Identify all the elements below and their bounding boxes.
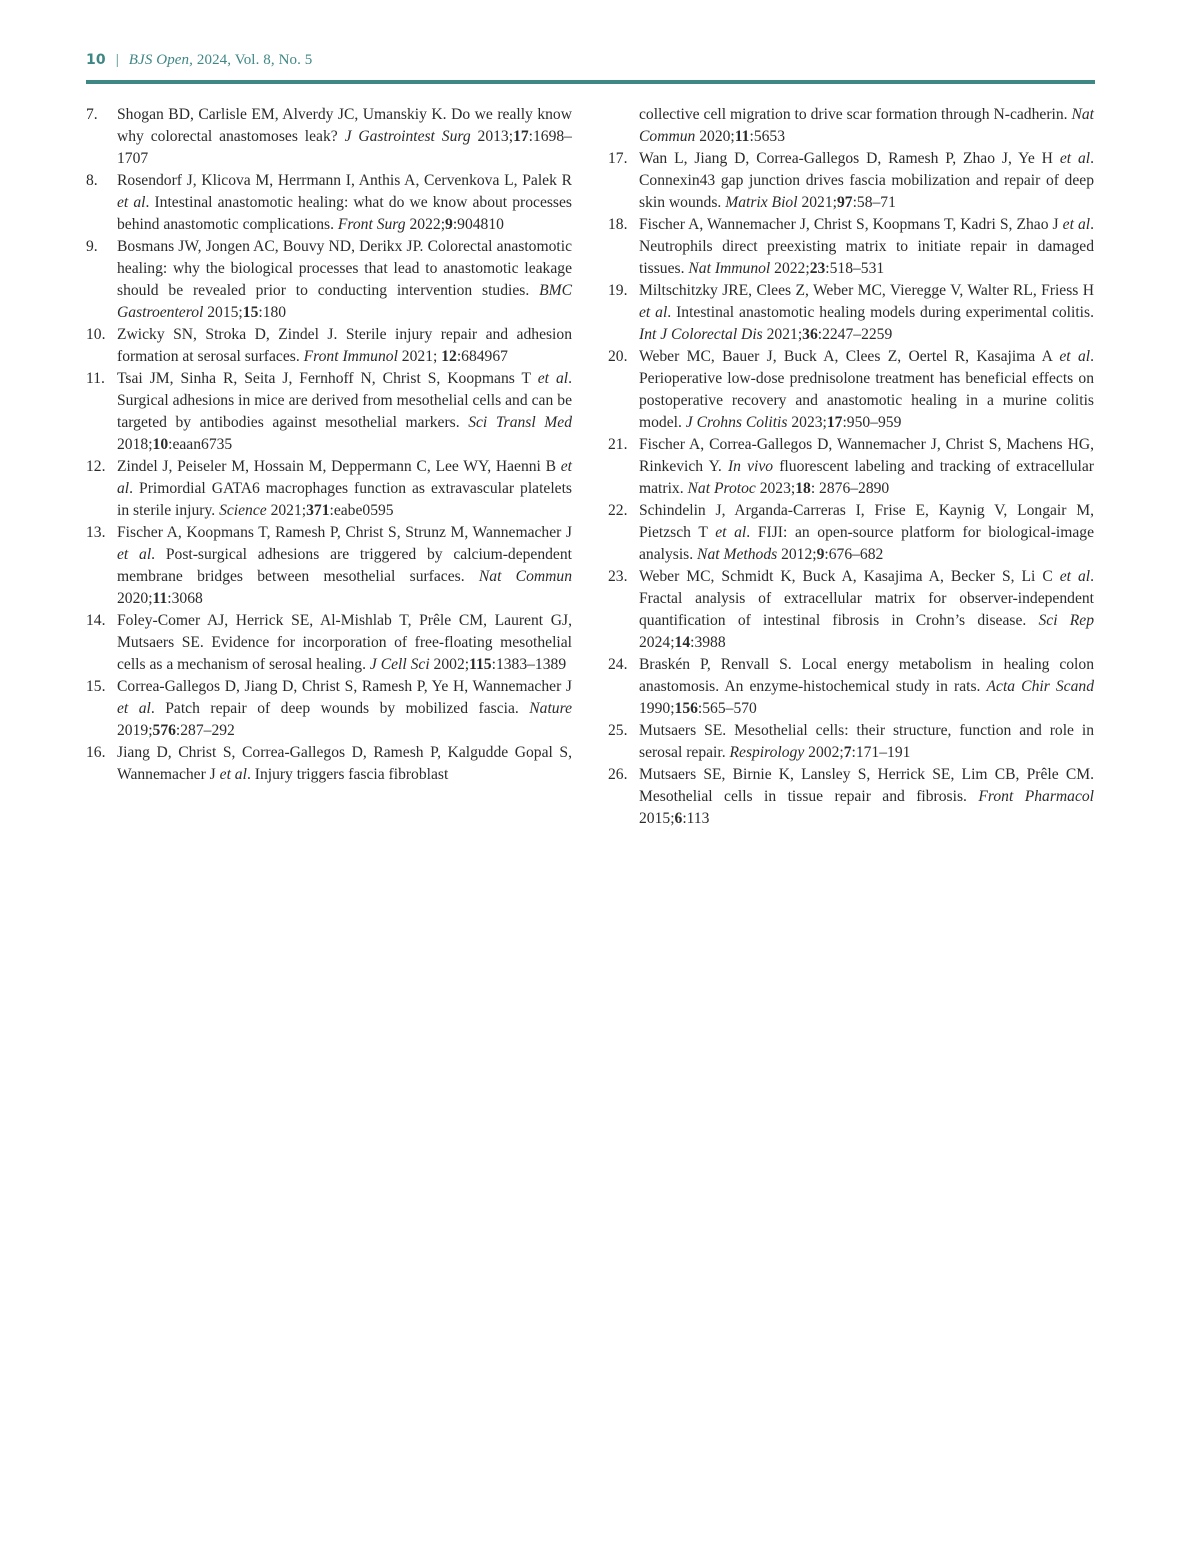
reference-text (117, 324, 572, 368)
journal-issue: 2024, Vol. 8, No. 5 (196, 52, 313, 68)
reference-segment: Fischer A, Koopmans T, Ramesh P, Christ S, Strunz M, Wannemacher J (117, 524, 572, 541)
reference-volume: 371 (306, 502, 330, 519)
reference-italic-text: Nat Commun (639, 106, 1094, 145)
reference-segment: Wan L, Jiang D, Correa-Gallegos D, Ramesh P, Zhao J, Ye H (639, 150, 1060, 167)
reference-segment: :eaan6735 (168, 436, 233, 453)
reference-segment: Fischer A, Correa-Gallegos D, Wannemacher J, Christ S, Machens HG, Rinkevich Y. (639, 436, 1094, 475)
reference-segment: Zwicky SN, Stroka D, Zindel J. Sterile injury repair and adhesion formation at serosal surfaces. (117, 326, 572, 365)
reference-segment: Mutsaers SE, Birnie K, Lansley S, Herrick SE, Lim CB, Prêle CM. Mesothelial cells in tissue repair and fibrosis. (639, 766, 1094, 805)
reference-volume: 23 (809, 260, 826, 277)
reference-volume: 7 (843, 744, 852, 761)
reference-segment: 2020; (695, 128, 735, 145)
reference-text (639, 346, 1094, 434)
reference-item (86, 324, 572, 368)
reference-text (639, 104, 1094, 148)
reference-italic-text: Int J Colorectal Dis (639, 326, 763, 343)
reference-number: 14. (86, 612, 106, 629)
reference-text (639, 764, 1094, 830)
reference-segment: :3068 (167, 590, 203, 607)
reference-number: 22. (608, 502, 628, 519)
reference-number: 23. (608, 568, 628, 585)
reference-text (117, 676, 572, 742)
reference-volume: 14 (674, 634, 691, 651)
reference-segment: . Injury triggers fascia fibroblast (246, 766, 449, 783)
reference-item (86, 522, 572, 610)
reference-item (86, 236, 572, 324)
reference-text (639, 148, 1094, 214)
reference-item (608, 280, 1094, 346)
reference-volume: 576 (152, 722, 176, 739)
reference-segment: . Perioperative low-dose prednisolone treatment has beneficial effects on postoperative recovery and anastomotic healing in a murine colitis model. (639, 348, 1094, 431)
reference-segment: . Primordial GATA6 macrophages function as extravascular platelets in sterile injury. (117, 480, 572, 519)
reference-segment: Mutsaers SE. Mesothelial cells: their structure, function and role in serosal repair. (639, 722, 1094, 761)
reference-item (608, 214, 1094, 280)
reference-italic-text: Front Surg (337, 216, 406, 233)
reference-italic-text: In vivo (727, 458, 774, 475)
reference-italic-text: J Crohns Colitis (685, 414, 788, 431)
reference-italic-text: et al (1059, 568, 1091, 585)
reference-segment: :3988 (690, 634, 726, 651)
reference-segment: Tsai JM, Sinha R, Seita J, Fernhoff N, Christ S, Koopmans T (117, 370, 538, 387)
reference-segment: 2020; (117, 590, 153, 607)
reference-segment: 2015; (639, 810, 675, 827)
reference-italic-text: Nat Commun (478, 568, 572, 585)
reference-item (608, 720, 1094, 764)
reference-segment: Jiang D, Christ S, Correa-Gallegos D, Ramesh P, Kalgudde Gopal S, Wannemacher J (117, 744, 572, 783)
reference-volume: 6 (674, 810, 683, 827)
reference-italic-text: Front Immunol (303, 348, 398, 365)
reference-italic-text: Nat Immunol (688, 260, 771, 277)
reference-segment: . Surgical adhesions in mice are derived from mesothelial cells and can be targeted by antibodies against mesothelial markers. (117, 370, 572, 431)
reference-segment: Braskén P, Renvall S. Local energy metabolism in healing colon anastomosis. An enzyme-histochemical study in rats. (639, 656, 1094, 695)
reference-number: 13. (86, 524, 106, 541)
reference-segment: collective cell migration to drive scar formation through N-cadherin. (639, 106, 1072, 123)
reference-italic-text: et al (117, 458, 572, 497)
reference-segment: . Post-surgical adhesions are triggered by calcium-dependent membrane bridges between mesothelial surfaces. (117, 546, 572, 585)
reference-text (117, 522, 572, 610)
reference-text (117, 368, 572, 456)
reference-italic-text: J Gastrointest Surg (344, 128, 471, 145)
page-number: 10 (86, 52, 106, 68)
reference-italic-text: et al (537, 370, 569, 387)
reference-segment: 2021; (397, 348, 442, 365)
reference-number: 21. (608, 436, 628, 453)
reference-item (608, 566, 1094, 654)
reference-italic-text: J Cell Sci (369, 656, 430, 673)
reference-italic-text: Sci Transl Med (468, 414, 572, 431)
reference-segment: Foley-Comer AJ, Herrick SE, Al-Mishlab T, Prêle CM, Laurent GJ, Mutsaers SE. Evidence for incorporation of free-floating mesothelial cells as a mechanism of serosal healing. (117, 612, 572, 673)
reference-segment: . Fractal analysis of extracellular matrix for observer-independent quantification of intestinal fibrosis in Crohn’s disease. (639, 568, 1094, 629)
reference-segment: :950–959 (842, 414, 902, 431)
reference-italic-text: et al (117, 546, 152, 563)
reference-number: 11. (86, 370, 105, 387)
reference-text (639, 500, 1094, 566)
reference-segment: 2023; (755, 480, 796, 497)
reference-segment: :287–292 (175, 722, 235, 739)
reference-segment: 2019; (117, 722, 153, 739)
running-header (86, 52, 312, 69)
reference-item (608, 764, 1094, 830)
reference-item (86, 170, 572, 236)
reference-item (608, 148, 1094, 214)
reference-segment: Schindelin J, Arganda-Carreras I, Frise E, Kaynig V, Longair M, Pietzsch T (639, 502, 1094, 541)
reference-italic-text: et al (639, 304, 668, 321)
reference-segment: fluorescent labeling and tracking of extracellular matrix. (639, 458, 1094, 497)
reference-number: 17. (608, 150, 628, 167)
reference-number: 20. (608, 348, 628, 365)
reference-italic-text: et al (1062, 216, 1091, 233)
reference-segment: Miltschitzky JRE, Clees Z, Weber MC, Vieregge V, Walter RL, Friess H (639, 282, 1094, 299)
reference-segment: 2002; (429, 656, 470, 673)
reference-text (639, 280, 1094, 346)
reference-segment: :1698–1707 (117, 128, 572, 167)
reference-segment: 2015; (203, 304, 243, 321)
reference-text (117, 742, 572, 786)
reference-segment: :eabe0595 (329, 502, 394, 519)
reference-number: 25. (608, 722, 628, 739)
reference-segment: . Intestinal anastomotic healing: what do we know about processes behind anastomotic complications. (117, 194, 572, 233)
reference-italic-text: et al (1059, 348, 1091, 365)
reference-segment: :904810 (452, 216, 504, 233)
reference-number: 8. (86, 172, 98, 189)
reference-volume: 115 (469, 656, 492, 673)
reference-segment: :518–531 (825, 260, 885, 277)
reference-italic-text: Respirology (729, 744, 805, 761)
reference-text (639, 720, 1094, 764)
reference-volume: 18 (795, 480, 811, 497)
reference-italic-text: et al (219, 766, 247, 783)
reference-segment: 2002; (804, 744, 844, 761)
reference-segment: 2021; (797, 194, 837, 211)
reference-italic-text: et al (117, 194, 146, 211)
reference-italic-text: Matrix Biol (725, 194, 798, 211)
reference-segment: . FIJI: an open-source platform for biological-image analysis. (639, 524, 1094, 563)
reference-segment: Shogan BD, Carlisle EM, Alverdy JC, Umanskiy K. Do we really know why colorectal anastomoses leak? (117, 106, 572, 145)
reference-column-right (608, 104, 1094, 830)
reference-segment: Rosendorf J, Klicova M, Herrmann I, Anthis A, Cervenkova L, Palek R (117, 172, 572, 189)
reference-segment: . Neutrophils direct preexisting matrix to initiate repair in damaged tissues. (639, 216, 1094, 277)
reference-volume: 15 (242, 304, 259, 321)
reference-item (86, 368, 572, 456)
reference-number: 9. (86, 238, 98, 255)
reference-segment: Fischer A, Wannemacher J, Christ S, Koopmans T, Kadri S, Zhao J (639, 216, 1063, 233)
reference-segment: Weber MC, Bauer J, Buck A, Clees Z, Oertel R, Kasajima A (639, 348, 1060, 365)
reference-segment: :684967 (456, 348, 508, 365)
reference-segment: Weber MC, Schmidt K, Buck A, Kasajima A, Becker S, Li C (639, 568, 1060, 585)
reference-italic-text: Nature (529, 700, 572, 717)
reference-segment: :180 (258, 304, 287, 321)
reference-volume: 11 (734, 128, 750, 145)
reference-volume: 12 (441, 348, 457, 365)
reference-italic-text: Nat Protoc (687, 480, 756, 497)
reference-item (608, 346, 1094, 434)
reference-volume: 97 (836, 194, 853, 211)
reference-text (117, 170, 572, 236)
reference-italic-text: Sci Rep (1038, 612, 1094, 629)
reference-segment: :58–71 (852, 194, 896, 211)
reference-volume: 17 (513, 128, 529, 145)
reference-segment: 2022; (770, 260, 810, 277)
reference-number: 19. (608, 282, 628, 299)
reference-segment: . Intestinal anastomotic healing models during experimental colitis. (667, 304, 1094, 321)
reference-italic-text: et al (715, 524, 747, 541)
reference-italic-text: Science (219, 502, 267, 519)
reference-text (117, 104, 572, 170)
reference-segment: 1990; (639, 700, 675, 717)
reference-volume: 10 (152, 436, 169, 453)
reference-item (608, 434, 1094, 500)
reference-segment: Correa-Gallegos D, Jiang D, Christ S, Ramesh P, Ye H, Wannemacher J (117, 678, 572, 695)
reference-item (608, 104, 1094, 148)
reference-number: 12. (86, 458, 106, 475)
reference-volume: 17 (826, 414, 843, 431)
reference-segment: :1383–1389 (491, 656, 567, 673)
reference-segment: : 2876–2890 (810, 480, 890, 497)
header-rule (86, 80, 1095, 84)
reference-text (117, 456, 572, 522)
reference-number: 18. (608, 216, 628, 233)
reference-segment: :676–682 (824, 546, 884, 563)
reference-volume: 9 (816, 546, 825, 563)
reference-volume: 11 (152, 590, 168, 607)
reference-segment: :171–191 (851, 744, 911, 761)
reference-segment: :2247–2259 (817, 326, 893, 343)
reference-segment: Bosmans JW, Jongen AC, Bouvy ND, Derikx JP. Colorectal anastomotic healing: why the biological processes that lead to anastomotic leakage should be revealed prior to conducting intervention studies. (117, 238, 572, 299)
reference-segment: 2023; (787, 414, 827, 431)
reference-number: 15. (86, 678, 106, 695)
reference-italic-text: Acta Chir Scand (986, 678, 1094, 695)
reference-italic-text: Front Pharmacol (978, 788, 1095, 805)
reference-italic-text: Nat Methods (697, 546, 778, 563)
reference-segment: . Connexin43 gap junction drives fascia mobilization and repair of deep skin wounds. (639, 150, 1094, 211)
reference-segment: 2018; (117, 436, 153, 453)
reference-segment: . Patch repair of deep wounds by mobilized fascia. (150, 700, 530, 717)
reference-volume: 36 (802, 326, 818, 343)
header-separator: | (115, 52, 119, 68)
reference-number: 7. (86, 106, 98, 123)
reference-text (117, 236, 572, 324)
reference-item (86, 104, 572, 170)
reference-segment: 2012; (777, 546, 817, 563)
reference-segment: 2021; (266, 502, 307, 519)
reference-italic-text: BMC Gastroenterol (117, 282, 572, 321)
reference-text (639, 214, 1094, 280)
reference-number: 24. (608, 656, 628, 673)
reference-segment: :113 (682, 810, 710, 827)
reference-item (608, 500, 1094, 566)
reference-segment: 2022; (405, 216, 446, 233)
reference-number: 10. (86, 326, 106, 343)
reference-item (86, 456, 572, 522)
reference-item (608, 654, 1094, 720)
reference-segment: :5653 (749, 128, 786, 145)
reference-number: 26. (608, 766, 628, 783)
journal-name: BJS Open, (128, 52, 194, 68)
reference-text (117, 610, 572, 676)
reference-volume: 9 (445, 216, 453, 233)
reference-segment: :565–570 (697, 700, 757, 717)
reference-segment: 2024; (639, 634, 675, 651)
reference-text (639, 654, 1094, 720)
reference-italic-text: et al (1059, 150, 1091, 167)
reference-item (86, 742, 572, 786)
reference-number: 16. (86, 744, 106, 761)
reference-text (639, 566, 1094, 654)
reference-item (86, 610, 572, 676)
reference-segment: 2013; (470, 128, 514, 145)
reference-italic-text: et al (117, 700, 151, 717)
reference-volume: 156 (674, 700, 698, 717)
reference-segment: Zindel J, Peiseler M, Hossain M, Deppermann C, Lee WY, Haenni B (117, 458, 561, 475)
reference-text (639, 434, 1094, 500)
reference-item (86, 676, 572, 742)
reference-column-left (86, 104, 572, 786)
reference-segment: 2021; (762, 326, 803, 343)
